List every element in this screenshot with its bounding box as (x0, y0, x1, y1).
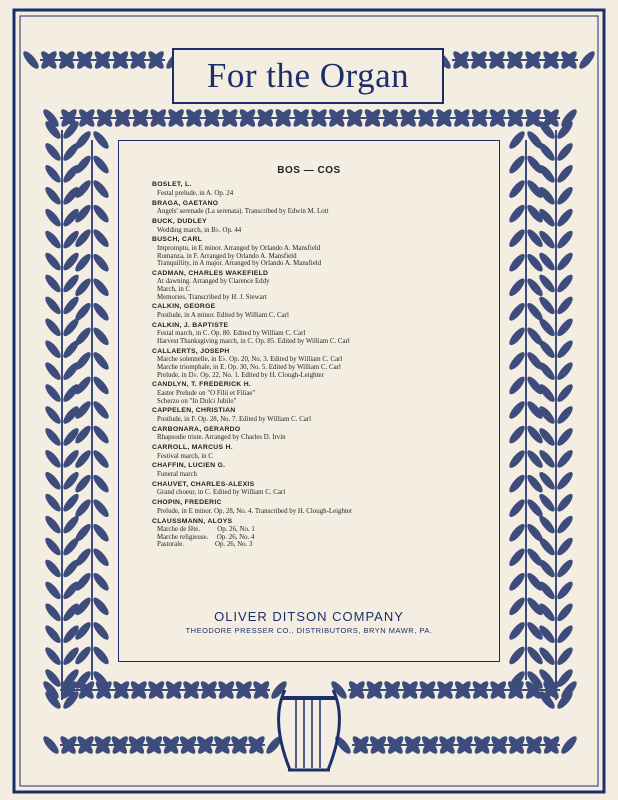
work-title: Marche de fête. Op. 26, No. 1 (157, 526, 255, 534)
composer-name: CANDLYN, T. FREDERICK H. (152, 381, 252, 389)
composer-entry (152, 236, 492, 267)
composer-entry (152, 444, 492, 460)
work-title: Festal prelude, in A. Op. 24 (157, 189, 234, 197)
composer-entry (152, 518, 492, 549)
work-title: Postlude, in A minor. Edited by William C. Carl (157, 312, 289, 320)
composer-entry (152, 303, 492, 319)
composer-name: BUSCH, CARL (152, 236, 203, 244)
composer-entry (152, 426, 492, 442)
work-title: Prelude, in D♭. Op. 22, No. 1. Edited by H. Clough-Leighter (157, 371, 324, 379)
work-title: Festal march, in C. Op. 80. Edited by William C. Carl (157, 330, 306, 338)
catalog-range: BOS — COS (277, 165, 341, 176)
composer-name: CADMAN, CHARLES WAKEFIELD (152, 269, 269, 277)
composer-name: CAPPELEN, CHRISTIAN (152, 407, 236, 415)
work-title: Rhapsodie triste. Arranged by Charles D. Irvin (157, 434, 286, 442)
publisher-name: OLIVER DITSON COMPANY (214, 609, 404, 624)
work-title: Tranquillity, in A major. Arranged by Orlando A. Mansfield (157, 260, 322, 268)
composer-entry (152, 381, 492, 405)
composer-name: CALKIN, GEORGE (152, 303, 216, 311)
work-title: Grand choeur, in C. Edited by William C. Carl (157, 489, 286, 497)
composer-entry (152, 200, 492, 216)
work-title: Prelude, in E minor. Op. 28, No. 4. Transcribed by H. Clough-Leighter (157, 507, 353, 515)
work-title: Romanza, in F. Arranged by Orlando A. Mansfield (157, 252, 297, 260)
work-title: March, in C (157, 286, 191, 294)
work-title: Marche religieuse. Op. 26, No. 4 (157, 533, 255, 541)
title-banner (172, 48, 444, 104)
work-title: Postlude, in F. Op. 28, No. 7. Edited by William C. Carl (157, 415, 312, 423)
work-title: Impromptu, in E minor. Arranged by Orlando A. Mansfield (157, 244, 321, 252)
composer-entry (152, 348, 492, 379)
composer-name: BRAGA, GAETANO (152, 199, 219, 207)
work-title: Scherzo on "In Dulci Jubilo" (157, 397, 237, 405)
composer-name: BUCK, DUDLEY (152, 217, 207, 225)
work-title: Marche triomphale, in E. Op. 30, No. 5. Edited by William C. Carl (157, 363, 341, 371)
work-title: Easter Prelude on "O Filii et Filiae" (157, 389, 256, 397)
work-title: Angels' serenade (La serenata). Transcribed by Edwin M. Lott (157, 208, 329, 216)
composer-list (152, 179, 492, 549)
composer-name: CARROLL, MARCUS H. (152, 444, 233, 452)
composer-entry (152, 181, 492, 197)
composer-name: CALKIN, J. BAPTISTE (152, 321, 229, 329)
composer-name: CHOPIN, FREDERIC (152, 499, 222, 507)
work-title: At dawning. Arranged by Clarence Eddy (157, 278, 270, 286)
catalog-panel (118, 140, 500, 662)
composer-name: CALLAERTS, JOSEPH (152, 347, 230, 355)
composer-name: CARBONARA, GERARDO (152, 425, 241, 433)
composer-name: BOSLET, L. (152, 181, 192, 189)
composer-entry (152, 407, 492, 423)
page-title: For the Organ (206, 56, 410, 95)
work-title: Harvest Thanksgiving march, in C. Op. 85. Edited by William C. Carl (157, 338, 350, 345)
publisher-distributors: THEODORE PRESSER CO., DISTRIBUTORS, BRYN MAWR, PA. (185, 626, 433, 635)
work-title: Marche solennelle, in E♭. Op. 20, No. 3. Edited by William C. Carl (157, 356, 343, 364)
work-title: Festival march, in C (157, 452, 213, 460)
composer-entry (152, 218, 492, 234)
work-title: Memories. Transcribed by H. J. Stewart (157, 293, 267, 301)
composer-name: CLAUSSMANN, ALOYS (152, 517, 233, 525)
composer-entry (152, 499, 492, 515)
work-title: Pastorale. Op. 26, No. 3 (157, 541, 253, 549)
composer-entry (152, 481, 492, 497)
lyre-icon (279, 690, 340, 770)
work-title: Wedding march, in B♭. Op. 44 (157, 226, 242, 234)
composer-name: CHAUVET, CHARLES-ALEXIS (152, 480, 255, 488)
composer-entry (152, 462, 492, 478)
composer-name: CHAFFIN, LUCIEN G. (152, 462, 226, 470)
composer-entry (152, 322, 492, 346)
work-title: Funeral march (157, 471, 197, 479)
composer-entry (152, 270, 492, 301)
